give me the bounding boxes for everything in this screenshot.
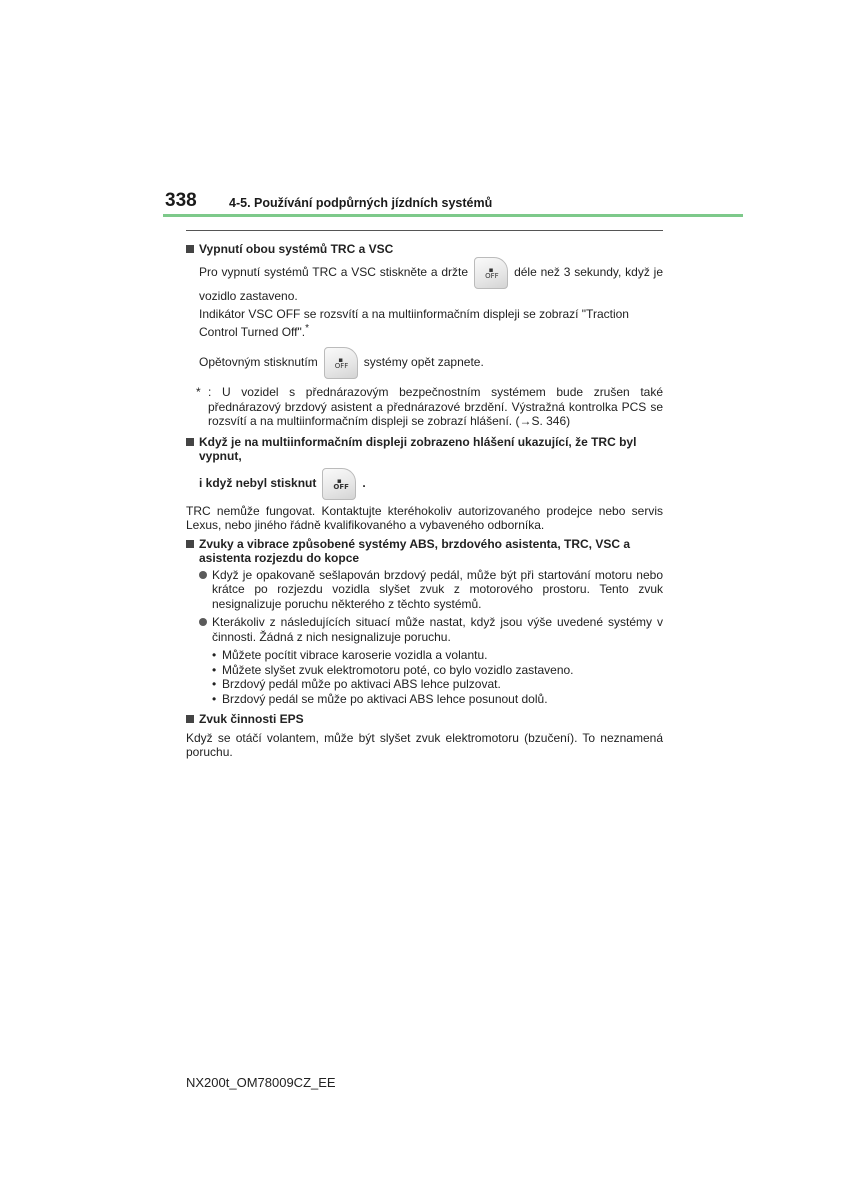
sub-list-item: • Můžete slyšet zvuk elektromotoru poté, co bylo vozidlo zastaveno. [212,662,574,677]
heading-continuation: i když nebyl stisknut ▪ OFF . [199,468,663,500]
round-bullet-icon [199,618,207,626]
section-body-trc-message: TRC nemůže fungovat. Kontaktujte kteréhokoliv autorizovaného prodejce nebo servis Lexus, nebo jiného řádně kvalifikovaného a vybaveného odborníka. [186,503,663,532]
header-divider [163,214,743,217]
vsc-off-switch-icon: ▪ OFF [474,257,508,289]
paragraph: Opětovným stisknutím ▪ OFF systémy opět zapnete. [199,347,663,379]
document-code: NX200t_OM78009CZ_EE [186,1075,336,1090]
section-heading-eps-sound: Zvuk činnosti EPS [186,712,663,727]
sub-list [212,648,663,706]
section-body-eps-sound: Když se otáčí volantem, může být slyšet zvuk elektromotoru (bzučení). To neznamená poruchu. [186,730,663,759]
vsc-off-switch-icon: ▪ OFF [322,468,356,500]
section-heading-trc-message: Když je na multiinformačním displeji zobrazeno hlášení ukazující, že TRC byl vypnut, [186,435,663,464]
page-number: 338 [165,190,197,211]
list-item: Kterákoliv z následujících situací může nastat, když jsou výše uvedené systémy v činnosti. Žádná z nich nesignalizuje poruchu. [199,615,663,644]
content-divider [186,230,663,231]
section-heading-trc-vsc-off: Vypnutí obou systémů TRC a VSC [186,242,663,257]
square-bullet-icon [186,715,194,723]
section-body-trc-vsc-off [199,257,663,380]
list-item: Když je opakovaně sešlapován brzdový pedál, může být při startování motoru nebo krátce po rozjezdu vozidla slyšet zvuk z motorového prostoru. Tento zvuk nesignalizuje poruchu některého z těchto systémů. [199,568,663,612]
paragraph: Pro vypnutí systémů TRC a VSC stiskněte a držte ▪ OFF déle než 3 sekundy, když je vozidlo zastaveno. [199,257,663,304]
sub-list-item: • Můžete pocítit vibrace karoserie vozidla a volantu. [212,648,488,662]
section-heading-sounds-vibrations: Zvuky a vibrace způsobené systémy ABS, brzdového asistenta, TRC, VSC a asistenta rozjezdu do kopce [186,537,663,566]
sub-list-item: • Brzdový pedál se může po aktivaci ABS lehce posunout dolů. [212,691,548,706]
paragraph: Indikátor VSC OFF se rozsvítí a na multiinformačním displeji se zobrazí "Traction Control Turned Off".* [199,307,629,339]
footnote: * : U vozidel s přednárazovým bezpečnostním systémem bude zrušen také přednárazový brzdový asistent a přednárazové brzdění. Výstražná kontrolka PCS se rozsvítí a na multiinformačním displeji se zobrazí hlášení. (→S. 346) [196,385,663,428]
page-content [186,238,663,764]
square-bullet-icon [186,438,194,446]
section-title: 4-5. Používání podpůrných jízdních systémů [229,196,493,210]
square-bullet-icon [186,245,194,253]
vsc-off-switch-icon: ▪ OFF [324,347,358,379]
sub-list-item: • Brzdový pedál může po aktivaci ABS lehce pulzovat. [212,677,501,691]
square-bullet-icon [186,540,194,548]
round-bullet-icon [199,571,207,579]
